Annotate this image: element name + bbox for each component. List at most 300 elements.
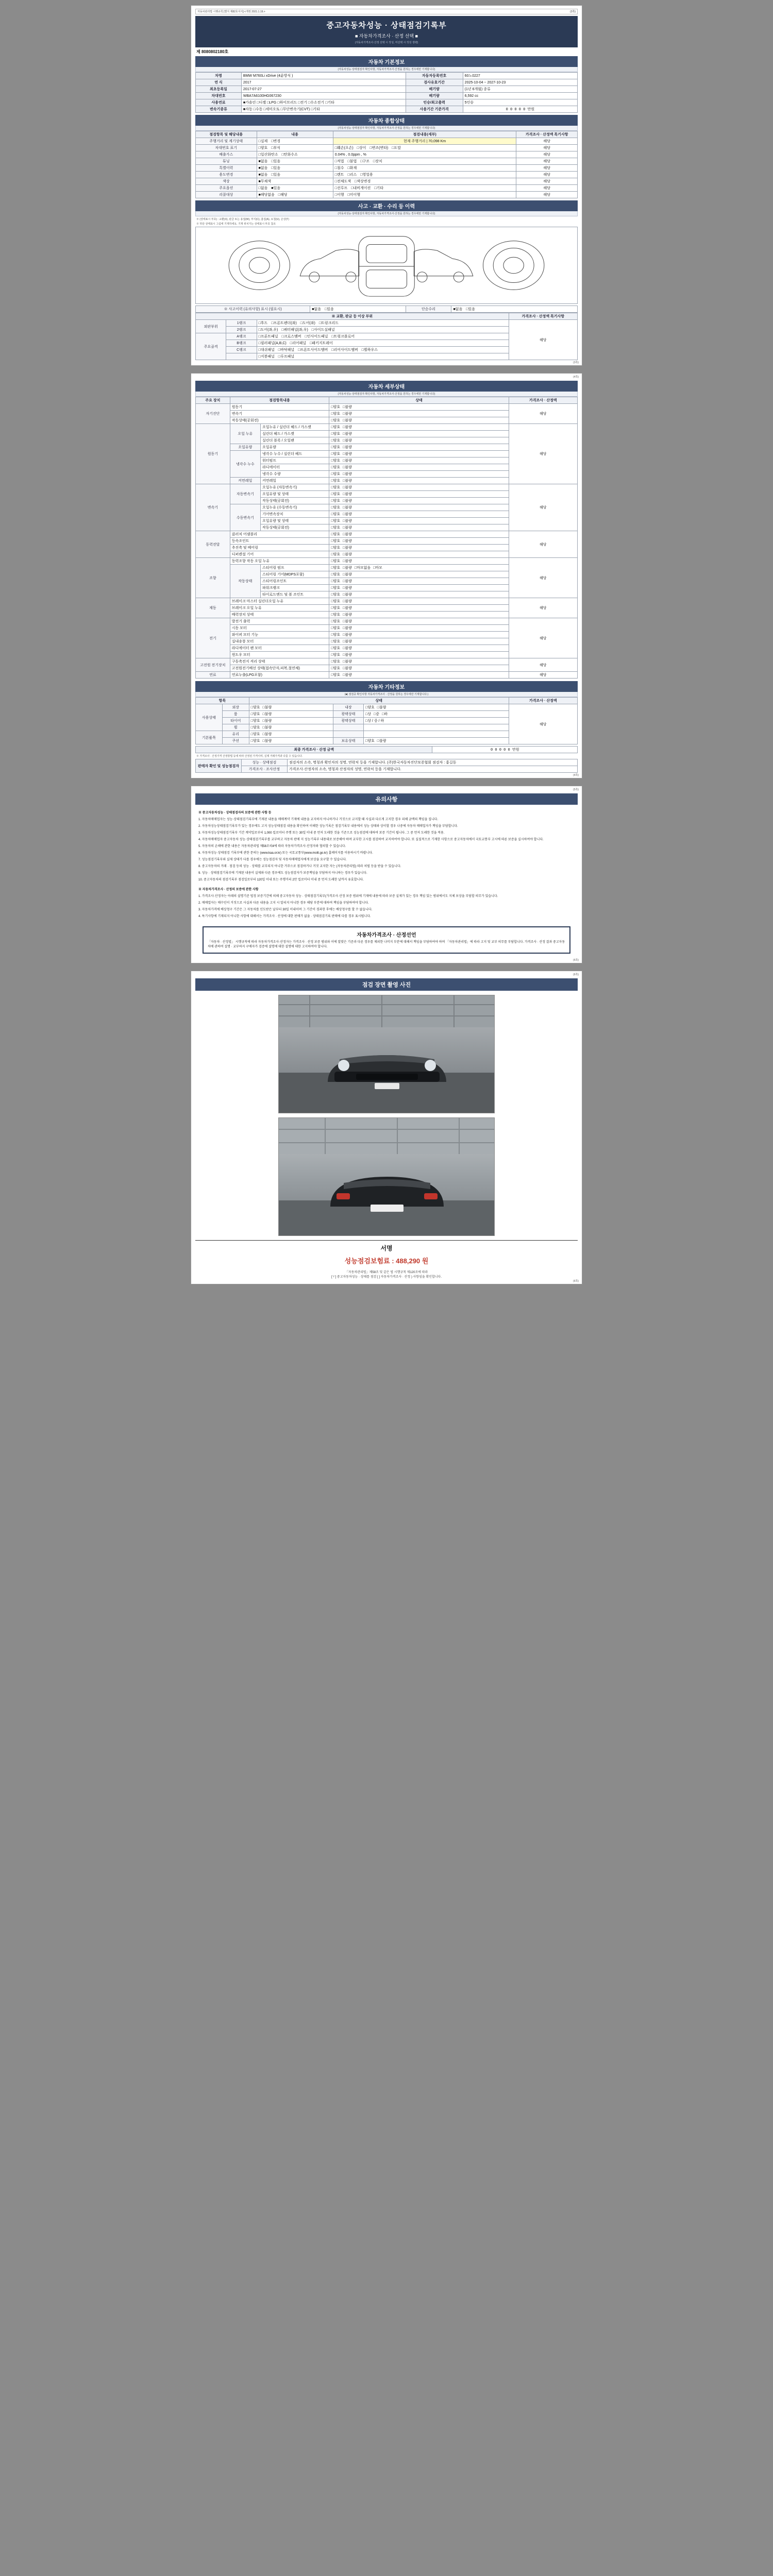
checkbox-option[interactable]: □프론트펜더(좌) [271,321,297,325]
checkbox-option[interactable]: □불량 [343,560,352,563]
checkbox-option[interactable]: □불량 [343,412,352,416]
checkbox-option[interactable]: □양호 [331,539,341,543]
checkbox-option[interactable]: □양호 [331,493,341,496]
checkbox-group[interactable] [329,565,509,571]
checkbox-option[interactable]: □불량 [343,600,352,603]
checkbox-option[interactable]: □불량 [343,493,352,496]
item-label: 시동 모터 [230,625,329,632]
row-label: 연 식 [196,79,242,86]
checkbox-group[interactable] [333,178,516,185]
checkbox-group[interactable] [329,437,509,444]
checkbox-option[interactable]: □탄화수소 [281,153,298,157]
checkbox-option[interactable]: □부식 [271,146,281,150]
checkbox-group[interactable] [329,404,509,411]
checkbox-option[interactable]: □후드 [258,321,268,325]
notice-item: 6. 자동차성능·상태점검 기록부에 관한 문의는 (www.kaa.or.kr) 또는 국토교통부(www.molit.go.kr) 홈페이지를 이용하시기 바랍니다. [198,852,373,855]
checkbox-option[interactable]: ■무채색 [258,180,272,183]
checkbox-option[interactable]: □양호 [331,439,341,443]
checkbox-option[interactable]: □불법 [347,160,357,163]
checkbox-option[interactable]: □적법 [334,160,344,163]
checkbox-option[interactable]: □양호 [331,560,341,563]
checkbox-option[interactable]: □양호 [331,452,341,456]
checkbox-group[interactable] [329,411,509,417]
checkbox-option[interactable]: □불량 [343,432,352,436]
checkbox-option[interactable]: □양호 [331,566,341,570]
checkbox-option[interactable]: □불량 [262,726,272,730]
sheet-detail [191,373,582,778]
checkbox-group[interactable] [257,333,509,340]
checkbox-option[interactable]: □양호 [331,586,341,590]
checkbox-option[interactable]: □양호 [331,412,341,416]
subgroup-label: 오일유량 [230,444,260,451]
notice-item: 5. 자동차의 손해에 관한 내용은 자동차관리법 제58조의4에 따라 자동차가격조사·산정자와 협의할 수 있습니다. [198,845,346,848]
checkbox-option[interactable]: □양호 [331,479,341,483]
checkbox-option[interactable]: □불량 [262,733,272,736]
checkbox-option[interactable]: □양호 [331,486,341,489]
checkbox-option[interactable]: □불량 [343,419,352,422]
checkbox-option[interactable]: □불량 [343,479,352,483]
checkbox-group[interactable] [329,538,509,545]
remark-value: 해당 [509,598,577,618]
checkbox-option[interactable]: □양호 [365,706,375,709]
checkbox-option[interactable]: □양호 [258,146,268,150]
checkbox-option[interactable]: □장치 [373,160,382,163]
checkbox-group[interactable] [257,340,509,347]
checkbox-option[interactable]: □양호 [331,647,341,650]
group-label: 외판부위 [196,320,226,333]
checkbox-option[interactable]: □상 [365,713,371,716]
checkbox-option[interactable]: □불량 [343,606,352,610]
checkbox-group[interactable] [329,457,509,464]
item-label: 용도변경 [196,172,257,178]
checkbox-option[interactable]: □불량 [343,439,352,443]
checkbox-option[interactable]: □불량 [343,586,352,590]
checkbox-group[interactable] [364,731,509,738]
checkbox-group[interactable] [329,424,509,431]
accident-question: ※ 사고이력 (유의사항) 표시 (필요시) [196,306,310,313]
checkbox-option[interactable]: □중 [374,713,379,716]
checkbox-group[interactable] [329,571,509,578]
checkbox-option[interactable]: ■없음 [312,308,322,311]
checkbox-option[interactable]: □불량 [262,719,272,723]
checkbox-option[interactable]: □사이드실패널 [311,328,335,332]
checkbox-option[interactable]: □양호 [331,546,341,550]
checkbox-group[interactable] [329,518,509,524]
checkbox-option[interactable]: □불량 [343,405,352,409]
checkbox-option[interactable]: □있음 [271,173,281,177]
checkbox-option[interactable]: □양호 [331,667,341,670]
checkbox-option[interactable]: □마모 [373,566,382,570]
checkbox-option[interactable]: □양호 [331,405,341,409]
checkbox-option[interactable]: □없음 [258,187,268,190]
checkbox-option[interactable]: ■없음 [258,166,268,170]
checkbox-option[interactable]: □양호 [331,426,341,429]
checkbox-option[interactable]: □불량 [343,466,352,469]
checkbox-option[interactable]: □마모없음 [354,566,371,570]
checkbox-group[interactable] [329,672,509,679]
checkbox-option[interactable]: □불량 [343,472,352,476]
checkbox-option[interactable]: □크로스멤버 [281,335,301,338]
checkbox-option[interactable]: □불량 [377,706,386,709]
checkbox-option[interactable]: □양호 [331,533,341,536]
checkbox-option[interactable]: □양호 [331,519,341,523]
checkbox-group[interactable] [329,484,509,491]
checkbox-option[interactable]: □불량 [343,660,352,664]
checkbox-option[interactable]: □양호 [331,459,341,463]
checkbox-option[interactable]: □불량 [343,426,352,429]
checkbox-option[interactable]: □선루프 [334,187,348,190]
checkbox-group[interactable] [249,738,333,744]
checkbox-option[interactable]: □불량 [343,573,352,577]
checkbox-option[interactable]: □양호 [331,580,341,583]
checkbox-group[interactable] [329,504,509,511]
checkbox-group[interactable] [329,558,509,565]
group-label: 고전원 전기장치 [196,658,230,672]
checkbox-option[interactable]: □일산화탄소 [258,153,278,157]
checkbox-option[interactable]: ■없음 [453,308,463,311]
checkbox-group[interactable] [329,652,509,658]
checkbox-group[interactable] [329,417,509,424]
checkbox-group[interactable] [364,711,509,718]
checkbox-group[interactable] [257,347,509,353]
insurance-fee-label: 성능점검보험료 : [344,1257,394,1265]
checkbox-group[interactable] [333,145,516,151]
checkbox-option[interactable]: □필러패널(A,B,C) [258,342,287,345]
checkbox-option[interactable]: □불량 [343,486,352,489]
checkbox-option[interactable]: □대쉬패널 [258,348,275,352]
checkbox-option[interactable]: □쿼터패널(좌,우) [281,328,308,332]
checkbox-option[interactable]: □양호 [250,733,260,736]
photo-rear-svg [279,1118,495,1236]
checkbox-group[interactable] [333,185,516,192]
checkbox-option[interactable]: □불량 [343,499,352,503]
checkbox-option[interactable]: □있음 [325,308,334,311]
checkbox-option[interactable]: □리어사이드멤버 [331,348,358,352]
checkbox-option[interactable]: □실제 [258,140,268,143]
checkbox-option[interactable]: □불량 [343,653,352,657]
checkbox-option[interactable]: □루프패널 [278,355,295,359]
remark-value: 해당 [516,165,578,172]
item-label: 스티어링 기어(MDPS포함) [260,571,329,578]
item-label: 냉각수 수량 [260,471,329,478]
checkbox-option[interactable]: □훼손(오손) [334,146,354,150]
checkbox-group[interactable] [329,591,509,598]
checkbox-option[interactable]: □양호 [331,513,341,516]
checkbox-option[interactable]: □양호 [331,466,341,469]
checkbox-group[interactable] [329,451,509,457]
checkbox-option[interactable]: □양호 [331,606,341,610]
checkbox-option[interactable]: □양호 [331,553,341,556]
checkbox-option[interactable]: ■없음 [258,160,268,163]
checkbox-option[interactable]: □양호 [331,472,341,476]
notice-section-1-title: ※ 중고자동차성능 · 상태점검자의 보증에 관한 사항 등 [198,811,272,815]
checkbox-option[interactable]: □있음 [271,160,281,163]
checkbox-option[interactable]: □불량 [262,713,272,716]
checkbox-option[interactable]: □불량 [262,739,272,743]
rank-label: A랭크 [226,333,257,340]
row-value: (1년 6개월) 종류 [463,86,577,93]
checkbox-option[interactable]: □양호 [331,432,341,436]
checkbox-group[interactable] [329,464,509,471]
checkbox-option[interactable]: □하 [382,713,388,716]
checkbox-group[interactable] [257,165,333,172]
checkbox-group[interactable] [364,724,509,731]
row-label: 성능 · 상태점검 [241,759,287,766]
checkbox-group[interactable] [249,724,333,731]
checkbox-option[interactable]: □양호 [331,633,341,637]
checkbox-option[interactable]: □구조 [360,160,369,163]
checkbox-option[interactable]: □불량 [343,566,352,570]
checkbox-option[interactable]: □있음 [271,166,281,170]
rank-label: B랭크 [226,340,257,347]
checkbox-option[interactable]: □기타 [374,187,383,190]
row-label: 차명 [196,73,242,79]
checkbox-option[interactable]: □렌트 [334,173,344,177]
checkbox-group[interactable] [333,192,516,198]
odometer-value: 현재 주행거리 | 70,098 Km [333,138,516,145]
checkbox-group[interactable] [249,731,333,738]
checkbox-group[interactable] [249,704,333,711]
checkbox-option[interactable]: □양호 [331,573,341,577]
checkbox-group[interactable] [257,320,509,327]
checkbox-option[interactable]: □불량 [343,446,352,449]
checkbox-group[interactable] [329,498,509,504]
checkbox-group[interactable] [329,658,509,665]
checkbox-group[interactable] [257,327,509,333]
checkbox-option[interactable]: ■없음 [258,173,268,177]
checkbox-option[interactable]: □휠하우스 [361,348,378,352]
checkbox-option[interactable]: □패키지트레이 [309,342,333,345]
item-label: 변속기 [230,411,329,417]
checkbox-group[interactable] [329,444,509,451]
checkbox-group[interactable] [249,711,333,718]
checkbox-option[interactable]: □바닥패널 [278,348,295,352]
checkbox-option[interactable]: □양호 [331,446,341,449]
checkbox-option[interactable]: □불량 [343,539,352,543]
row-label: 변속기종류 [196,106,242,113]
checkbox-option[interactable]: □양호 [331,613,341,617]
checkbox-group[interactable] [329,524,509,531]
checkbox-option[interactable]: □상 / 중 / 하 [365,719,384,723]
checkbox-group[interactable] [451,306,578,313]
checkbox-option[interactable]: □불량 [343,580,352,583]
checkbox-group[interactable] [329,471,509,478]
checkbox-option[interactable]: □양호 [331,660,341,664]
checkbox-group[interactable] [329,578,509,585]
item-label: 작동상태(공회전) [260,524,329,531]
checkbox-group[interactable] [257,158,333,165]
checkbox-group[interactable] [249,718,333,724]
section-detail-sub: (자동차성능·상태점검자 확인사항, 자동차가격조사·산정을 원하는 경우에만 기재합니다) [195,392,578,397]
checkbox-group[interactable] [257,185,333,192]
remark-value: 해당 [509,424,577,484]
checkbox-option[interactable]: □리어패널 [290,342,306,345]
checkbox-option[interactable]: □양호 [331,620,341,623]
checkbox-group[interactable] [329,431,509,437]
checkbox-option[interactable]: □불량 [377,739,386,743]
checkbox-group[interactable] [329,545,509,551]
checkbox-option[interactable]: □양호 [331,640,341,643]
checkbox-option[interactable]: □불량 [343,626,352,630]
checkbox-group[interactable] [329,531,509,538]
item-label: 휠 [222,724,249,731]
checkbox-option[interactable]: □불량 [262,706,272,709]
checkbox-group[interactable] [257,178,333,185]
checkbox-group[interactable] [329,612,509,618]
col-header: 가격조사 · 산정액 특기사항 [516,131,578,138]
checkbox-option[interactable]: □인사이드패널 [305,335,328,338]
col-header: 점검항목 및 해당내용 [196,131,257,138]
row-label: 배기량 [406,93,463,99]
page-label: (4쪽) [573,774,579,777]
checkbox-group[interactable] [257,192,333,198]
checkbox-option[interactable]: ■해당없음 [258,193,275,197]
checkbox-group[interactable] [329,645,509,652]
checkbox-group[interactable] [364,738,509,744]
checkbox-group[interactable] [329,625,509,632]
section-accident-sub: (자동차성능·상태점검자 확인사항, 자동차가격조사·산정을 원하는 경우에만 기재합니다) [195,211,578,216]
checkbox-group[interactable] [257,353,509,360]
page-subnote: (자동차가격조사·산정 선택 시 작성, 미선택 시 작성 생략) [355,41,418,44]
checkbox-option[interactable]: □불량 [343,613,352,617]
checkbox-option[interactable]: □불량 [343,667,352,670]
rank-label: 1랭크 [226,320,257,327]
checkbox-group[interactable] [257,151,333,158]
row-label: 배기량 [406,86,463,93]
document-title-bar [195,16,578,47]
emission-value: 0.04% , 0.0ppm , % [333,151,516,158]
page-label: (4쪽) [573,376,579,379]
checkbox-group[interactable] [257,172,333,178]
checkbox-option[interactable]: □불량 [343,533,352,536]
checkbox-group[interactable] [364,704,509,711]
checkbox-option[interactable]: □양호 [250,739,260,743]
item-label: 배출가스 [196,151,257,158]
checkbox-group[interactable] [329,478,509,484]
checkbox-option[interactable]: □불량 [343,526,352,530]
photo-front-svg [279,995,495,1113]
checkbox-option[interactable]: □영업용 [360,173,373,177]
document-number-value: 8080802180호 [201,49,229,54]
checkbox-option[interactable]: □양호 [331,593,341,597]
checkbox-option[interactable]: □양호 [365,739,375,743]
checkbox-option[interactable]: □색상변경 [354,180,371,183]
checkbox-option[interactable]: □양호 [331,506,341,510]
item-label: 외장 [222,704,249,711]
checkbox-option[interactable]: □양호 [331,526,341,530]
checkbox-option[interactable]: □도어(좌) [300,321,315,325]
checkbox-option[interactable]: □프론트패널 [258,335,278,338]
notice-item: 2. 자동차성능상태점검기록부가 있는 경우에도 고지 성능상태점검 내용을 확인하여 이해한 성능기록은 점검기록부 내용에서 성능 상태와 상이할 경우 나중에 자동차 매매업자가 책임을 부담합니다. [198,825,458,828]
checkbox-group[interactable] [329,618,509,625]
checkbox-option[interactable]: □불량 [343,620,352,623]
checkbox-option[interactable]: □해당 [278,193,288,197]
subgroup-label: 냉각수 누수 [230,451,260,478]
checkbox-option[interactable]: □내비게이션 [351,187,371,190]
checkbox-group[interactable] [329,598,509,605]
checkbox-option[interactable]: □상이 [357,146,366,150]
checkbox-option[interactable]: □양호 [331,600,341,603]
group-label: 자기진단 [196,404,230,424]
checkbox-group[interactable] [329,511,509,518]
checkbox-group[interactable] [329,632,509,638]
checkbox-group[interactable] [329,638,509,645]
sheet-photos [191,971,582,1284]
checkbox-option[interactable]: □화재 [347,166,357,170]
checkbox-option[interactable]: □지붕패널 [258,355,275,359]
footer-line-1: 「자동차관리법」제58조 및 같은 법 시행규칙 제120조에 따라 [345,1271,428,1274]
checkbox-option[interactable]: □양호 [331,673,341,677]
checkbox-option[interactable]: □불량 [343,673,352,677]
checkbox-group[interactable] [329,605,509,612]
checkbox-option[interactable]: □도말 [392,146,401,150]
checkbox-group[interactable] [257,145,333,151]
group-label: 전기 [196,618,230,658]
checkbox-group[interactable] [333,165,516,172]
checkbox-option[interactable]: □양호 [331,626,341,630]
checkbox-option[interactable]: □양호 [331,499,341,503]
checkbox-option[interactable]: □이행 [334,193,344,197]
checkbox-option[interactable]: ■있음 [271,187,281,190]
subgroup-label: 수동변속기 [230,504,260,531]
checkbox-option[interactable]: □있음 [466,308,475,311]
checkbox-option[interactable]: □불량 [343,640,352,643]
checkbox-group[interactable] [310,306,406,313]
checkbox-option[interactable]: □불량 [343,553,352,556]
checkbox-group[interactable] [329,665,509,672]
checkbox-option[interactable]: □양호 [331,419,341,422]
item-label [333,724,363,731]
checkbox-group[interactable] [333,172,516,178]
checkbox-group[interactable] [329,551,509,558]
checkbox-option[interactable]: □불량 [343,506,352,510]
checkbox-option[interactable]: □양호 [250,726,260,730]
checkbox-option[interactable]: □도어(좌,우) [258,328,278,332]
total-state-table [195,131,578,198]
checkbox-option[interactable]: □불량 [343,519,352,523]
item-label: 작동상태(공회전) [230,417,329,424]
checkbox-option[interactable]: □미이행 [347,193,360,197]
checkbox-option[interactable]: □침수 [334,166,344,170]
checkbox-option[interactable]: □불량 [343,546,352,550]
item-label: 오일누유 / 실린더 헤드 / 가스켓 [260,424,329,431]
checkbox-option[interactable]: □양호 [250,706,260,709]
checkbox-group[interactable] [333,158,516,165]
checkbox-option[interactable]: □양호 [250,719,260,723]
checkbox-option[interactable]: □전체도색 [334,180,351,183]
checkbox-option[interactable]: □프론트사이드멤버 [298,348,328,352]
checkbox-option[interactable]: □양호 [250,713,260,716]
checkbox-group[interactable] [329,491,509,498]
checkbox-group[interactable] [257,138,333,145]
checkbox-option[interactable]: □변조(변타) [369,146,389,150]
checkbox-option[interactable]: □트렁크리드 [318,321,339,325]
checkbox-option[interactable]: □불량 [343,459,352,463]
checkbox-option[interactable]: □트렁크플로어 [331,335,355,338]
checkbox-group[interactable] [329,585,509,591]
section-total-title: 자동차 종합상태 [195,115,578,126]
checkbox-option[interactable]: □리스 [347,173,357,177]
checkbox-option[interactable]: □양호 [331,653,341,657]
checkbox-option[interactable]: □변경 [271,140,281,143]
checkbox-option[interactable]: □불량 [343,633,352,637]
checkbox-group[interactable] [364,718,509,724]
checkbox-option[interactable]: □불량 [343,593,352,597]
checkbox-option[interactable]: □불량 [343,513,352,516]
checkbox-option[interactable]: □불량 [343,452,352,456]
notice-item: 9. 성능 · 상태점검기록부에 기재된 내용이 실제와 다른 경우에도 성능점검자가 보증책임을 부담하지 아니하는 경우가 있습니다. [198,872,367,875]
checkbox-option[interactable]: □불량 [343,647,352,650]
